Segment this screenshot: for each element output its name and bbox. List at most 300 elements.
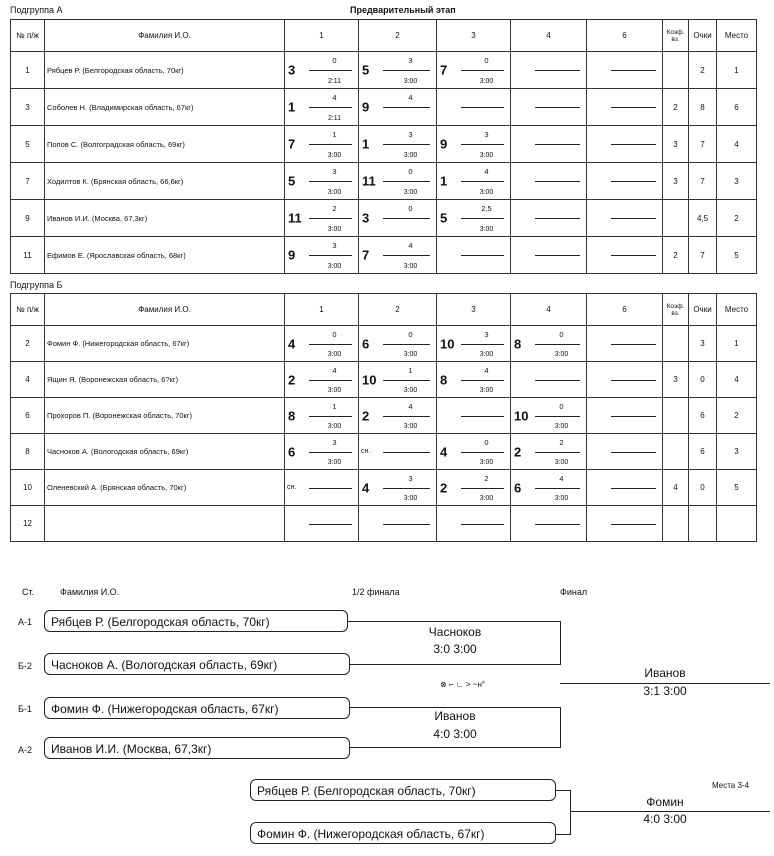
place-cell: 1 xyxy=(717,326,757,362)
score-line xyxy=(611,380,656,381)
athlete-name: Часноков А. (Вологодская область, 69кг) xyxy=(45,434,285,470)
points-cell: 2 xyxy=(689,52,717,89)
score-line xyxy=(611,255,656,256)
match-cell-1 xyxy=(285,163,359,200)
header-c2: 2 xyxy=(359,294,437,326)
match-time: 3:00 xyxy=(403,423,418,430)
score-line xyxy=(383,218,430,219)
match-cell-3 xyxy=(437,126,511,163)
score-line xyxy=(461,181,504,182)
score-line xyxy=(309,488,352,489)
score-line xyxy=(535,255,580,256)
match-score: 1 xyxy=(408,366,413,375)
opponent-number: 4 xyxy=(288,336,296,351)
match-score: 4 xyxy=(332,366,337,375)
match-cell-inner xyxy=(511,326,586,361)
match-time: 3:00 xyxy=(327,387,342,394)
third-entrant-1: Рябцев Р. (Белгородская область, 70кг) xyxy=(250,779,556,801)
opponent-number: 2 xyxy=(362,408,370,423)
match-cell-inner xyxy=(285,52,358,88)
match-score: 2 xyxy=(484,474,489,483)
row-number: 5 xyxy=(11,126,45,163)
col-seed-label: Ст. xyxy=(22,587,35,597)
match-score: 0 xyxy=(559,330,564,339)
match-score: 3 xyxy=(408,56,413,65)
match-cell-inner xyxy=(285,434,358,469)
match-score: 4 xyxy=(332,93,337,102)
match-cell-inner xyxy=(587,52,662,88)
match-time: 3:00 xyxy=(403,189,418,196)
match-cell-5 xyxy=(587,326,663,362)
semi2-score: 4:0 3:00 xyxy=(433,727,477,741)
athlete-name: Соболев Н. (Владимирская область, 67кг) xyxy=(45,89,285,126)
coef-cell: 3 xyxy=(663,362,689,398)
opponent-number: 6 xyxy=(288,444,296,459)
row-number: 7 xyxy=(11,163,45,200)
match-score: 2,5 xyxy=(481,204,492,213)
score-line xyxy=(383,344,430,345)
place-cell xyxy=(717,506,757,542)
match-cell-inner xyxy=(511,126,586,162)
place-cell: 4 xyxy=(717,362,757,398)
match-cell-2 xyxy=(359,506,437,542)
score-line xyxy=(309,416,352,417)
match-cell-3 xyxy=(437,237,511,274)
header-place: Место xyxy=(717,294,757,326)
row-number: 10 xyxy=(11,470,45,506)
coef-cell: 2 xyxy=(663,89,689,126)
match-cell-inner xyxy=(437,200,510,236)
match-cell-3 xyxy=(437,434,511,470)
match-cell-inner xyxy=(359,200,436,236)
seed-b1: Б-1 xyxy=(18,704,32,714)
match-score: 1 xyxy=(332,402,337,411)
match-score: 3 xyxy=(332,167,337,176)
match-time: 3:00 xyxy=(327,351,342,358)
coef-cell xyxy=(663,434,689,470)
match-cell-3 xyxy=(437,506,511,542)
header-name: Фамилия И.О. xyxy=(45,20,285,52)
semi1-score: 3:0 3:00 xyxy=(433,642,477,656)
match-time: 3:00 xyxy=(327,152,342,159)
match-cell-inner xyxy=(359,326,436,361)
match-cell-inner xyxy=(437,470,510,505)
points-cell: 0 xyxy=(689,470,717,506)
match-cell-4 xyxy=(511,52,587,89)
match-cell-inner xyxy=(587,163,662,199)
opponent-number: 9 xyxy=(288,247,296,263)
score-line xyxy=(309,144,352,145)
match-time: 3:00 xyxy=(327,226,342,233)
final-winner: Иванов xyxy=(644,666,686,680)
match-cell-4 xyxy=(511,126,587,163)
table-row xyxy=(11,237,757,274)
match-time: 3:00 xyxy=(403,78,418,85)
match-time: 3:00 xyxy=(327,189,342,196)
match-cell-4 xyxy=(511,434,587,470)
match-cell-2 xyxy=(359,163,437,200)
opponent-number: 5 xyxy=(440,210,448,226)
match-cell-4 xyxy=(511,326,587,362)
group-b-header-row xyxy=(11,294,757,326)
place-cell: 3 xyxy=(717,163,757,200)
opponent-number: 9 xyxy=(440,136,448,152)
score-line xyxy=(461,488,504,489)
score-line xyxy=(535,107,580,108)
match-cell-inner xyxy=(511,163,586,199)
match-score: 3 xyxy=(484,330,489,339)
semi2-connector-bottom xyxy=(350,747,560,748)
place-cell: 5 xyxy=(717,237,757,274)
match-score: 4 xyxy=(559,474,564,483)
match-cell-inner xyxy=(285,237,358,273)
match-cell-5 xyxy=(587,506,663,542)
athlete-name: Оленевский А. (Брянская область, 70кг) xyxy=(45,470,285,506)
match-cell-1 xyxy=(285,126,359,163)
coef-cell: 3 xyxy=(663,126,689,163)
match-cell-4 xyxy=(511,89,587,126)
table-row xyxy=(11,506,757,542)
group-a-table xyxy=(10,19,757,274)
match-time: 3:00 xyxy=(479,351,494,358)
match-cell-inner xyxy=(285,163,358,199)
opponent-number: 1 xyxy=(362,136,370,152)
match-cell-inner xyxy=(437,506,510,541)
col-final-label: Финал xyxy=(560,587,588,597)
match-cell-inner xyxy=(587,326,662,361)
header-place: Место xyxy=(717,20,757,52)
match-score: 3 xyxy=(332,438,337,447)
points-cell: 7 xyxy=(689,237,717,274)
match-cell-1 xyxy=(285,89,359,126)
score-line xyxy=(309,218,352,219)
table-row xyxy=(11,434,757,470)
match-cell-inner xyxy=(437,326,510,361)
athlete-name: Прохоров П. (Воронежская область, 70кг) xyxy=(45,398,285,434)
opponent-number: 2 xyxy=(288,372,296,387)
header-c4: 4 xyxy=(511,294,587,326)
third-entrant-2: Фомин Ф. (Нижегородская область, 67кг) xyxy=(250,822,556,844)
match-time: 3:00 xyxy=(479,78,494,85)
entrant-box-b2: Часноков А. (Вологодская область, 69кг) xyxy=(44,653,350,675)
table-row xyxy=(11,52,757,89)
match-cell-inner xyxy=(511,434,586,469)
score-line xyxy=(461,107,504,108)
match-cell-inner xyxy=(587,362,662,397)
entrant-box-b1: Фомин Ф. (Нижегородская область, 67кг) xyxy=(44,697,350,719)
score-line xyxy=(461,416,504,417)
score-line xyxy=(309,107,352,108)
match-time: 3:00 xyxy=(554,423,569,430)
match-score: 0 xyxy=(484,56,489,65)
match-time: 2:11 xyxy=(327,78,342,85)
match-cell-inner xyxy=(511,89,586,125)
header-c1: 1 xyxy=(285,20,359,52)
points-cell: 7 xyxy=(689,126,717,163)
score-line xyxy=(383,70,430,71)
score-line xyxy=(309,344,352,345)
opponent-number: 5 xyxy=(288,173,296,189)
match-cell-5 xyxy=(587,163,663,200)
points-cell: 0 xyxy=(689,362,717,398)
match-cell-5 xyxy=(587,89,663,126)
header-c3: 3 xyxy=(437,20,511,52)
score-line xyxy=(535,488,580,489)
place-cell: 6 xyxy=(717,89,757,126)
score-line xyxy=(611,524,656,525)
athlete-name: Ящин Я. (Воронежская область, 6?кг) xyxy=(45,362,285,398)
row-number: 2 xyxy=(11,326,45,362)
score-line xyxy=(309,380,352,381)
match-cell-inner xyxy=(359,52,436,88)
header-coef: Коэф. вз. xyxy=(663,20,689,52)
opponent-number: 6 xyxy=(362,336,370,351)
match-time: 3:00 xyxy=(403,495,418,502)
coef-cell xyxy=(663,52,689,89)
match-time: 3:00 xyxy=(479,459,494,466)
match-cell-inner xyxy=(587,434,662,469)
match-cell-3 xyxy=(437,470,511,506)
opponent-number: 10 xyxy=(440,336,455,351)
match-cell-inner xyxy=(587,89,662,125)
coef-cell: 4 xyxy=(663,470,689,506)
place-cell: 3 xyxy=(717,434,757,470)
points-cell: 4,5 xyxy=(689,200,717,237)
points-cell: 7 xyxy=(689,163,717,200)
score-line xyxy=(535,70,580,71)
match-score: 4 xyxy=(484,366,489,375)
match-cell-4 xyxy=(511,506,587,542)
match-cell-4 xyxy=(511,362,587,398)
match-cell-inner xyxy=(511,237,586,273)
row-number: 12 xyxy=(11,506,45,542)
match-cell-inner xyxy=(285,506,358,541)
match-cell-4 xyxy=(511,200,587,237)
match-cell-4 xyxy=(511,163,587,200)
match-cell-inner xyxy=(587,237,662,273)
opponent-number: 8 xyxy=(288,408,296,423)
table-row xyxy=(11,470,757,506)
match-cell-5 xyxy=(587,362,663,398)
opponent-number: 5 xyxy=(362,62,370,78)
athlete-name: Фомин Ф. (Нижегородская область, 67кг) xyxy=(45,326,285,362)
match-score: 0 xyxy=(408,167,413,176)
opponent-number: 7 xyxy=(288,136,296,152)
score-line xyxy=(309,452,352,453)
match-cell-3 xyxy=(437,163,511,200)
opponent-number: 10 xyxy=(514,408,529,423)
score-line xyxy=(611,344,656,345)
score-line xyxy=(383,144,430,145)
match-time: 3:00 xyxy=(479,387,494,394)
match-cell-inner xyxy=(437,434,510,469)
match-cell-inner xyxy=(359,163,436,199)
row-number: 1 xyxy=(11,52,45,89)
group-a-header-row xyxy=(11,20,757,52)
match-cell-2 xyxy=(359,434,437,470)
score-line xyxy=(383,107,430,108)
opponent-number: 9 xyxy=(362,99,370,115)
place-cell: 1 xyxy=(717,52,757,89)
match-cell-inner xyxy=(285,89,358,125)
table-row xyxy=(11,398,757,434)
match-score: 0 xyxy=(332,330,337,339)
match-score: 0 xyxy=(332,56,337,65)
match-score: 3 xyxy=(484,130,489,139)
header-c3: 3 xyxy=(437,294,511,326)
match-cell-1 xyxy=(285,200,359,237)
match-score: 4 xyxy=(408,241,413,250)
bracket-note: ⊗ ⌐ ∟ > ~н° xyxy=(440,680,486,689)
match-time: 3:00 xyxy=(479,495,494,502)
match-cell-inner xyxy=(285,126,358,162)
match-cell-inner xyxy=(437,398,510,433)
score-line xyxy=(461,452,504,453)
match-cell-2 xyxy=(359,52,437,89)
opponent-number: 2 xyxy=(440,480,448,495)
opponent-number: 4 xyxy=(440,444,448,459)
athlete-name xyxy=(45,506,285,542)
match-time: 3:00 xyxy=(403,387,418,394)
opponent-number: 6 xyxy=(514,480,522,495)
opponent-number: 3 xyxy=(288,62,296,78)
match-time: 3:00 xyxy=(479,189,494,196)
match-cell-inner xyxy=(437,126,510,162)
match-cell-3 xyxy=(437,89,511,126)
score-line xyxy=(383,524,430,525)
match-cell-inner xyxy=(587,398,662,433)
table-row xyxy=(11,362,757,398)
score-line xyxy=(309,524,352,525)
score-line xyxy=(383,488,430,489)
coef-cell xyxy=(663,398,689,434)
match-score: 3 xyxy=(332,241,337,250)
match-cell-inner xyxy=(359,506,436,541)
score-line xyxy=(611,218,656,219)
skip-mark: сн. xyxy=(361,447,371,455)
score-line xyxy=(383,380,430,381)
table-row xyxy=(11,163,757,200)
match-time: 3:00 xyxy=(554,495,569,502)
score-line xyxy=(535,218,580,219)
match-time: 2:11 xyxy=(327,115,342,122)
opponent-number: 4 xyxy=(362,480,370,495)
match-cell-inner xyxy=(359,398,436,433)
row-number: 3 xyxy=(11,89,45,126)
match-score: 0 xyxy=(408,204,413,213)
score-line xyxy=(535,452,580,453)
match-score: 4 xyxy=(408,93,413,102)
athlete-name: Попов С. (Волгоградская область, 69кг) xyxy=(45,126,285,163)
match-cell-1 xyxy=(285,326,359,362)
match-cell-1 xyxy=(285,434,359,470)
match-cell-5 xyxy=(587,200,663,237)
col-semi-label: 1/2 финала xyxy=(352,587,400,597)
semi2-winner: Иванов xyxy=(434,709,476,723)
third-connector xyxy=(556,790,571,835)
match-cell-inner xyxy=(511,362,586,397)
match-cell-2 xyxy=(359,126,437,163)
athlete-name: Иванов И.И. (Москва, 67,3кг) xyxy=(45,200,285,237)
athlete-name: Ефимов Е. (Ярославская область, 68кг) xyxy=(45,237,285,274)
row-number: 8 xyxy=(11,434,45,470)
match-cell-4 xyxy=(511,237,587,274)
match-score: 2 xyxy=(559,438,564,447)
coef-cell: 3 xyxy=(663,163,689,200)
match-cell-inner xyxy=(359,434,436,469)
match-cell-3 xyxy=(437,326,511,362)
row-number: 6 xyxy=(11,398,45,434)
match-score: 0 xyxy=(484,438,489,447)
athlete-name: Ходилтов К. (Брянская область, 66,6кг) xyxy=(45,163,285,200)
group-a-title: Подгруппа А xyxy=(10,5,63,15)
match-cell-1 xyxy=(285,470,359,506)
header-c4: 4 xyxy=(511,20,587,52)
match-cell-inner xyxy=(587,506,662,541)
match-score: 1 xyxy=(332,130,337,139)
table-row xyxy=(11,89,757,126)
match-cell-inner xyxy=(359,470,436,505)
match-time: 3:00 xyxy=(403,351,418,358)
match-cell-1 xyxy=(285,398,359,434)
coef-cell xyxy=(663,506,689,542)
match-score: 2 xyxy=(332,204,337,213)
stage-title: Предварительный этап xyxy=(350,5,456,15)
match-cell-inner xyxy=(587,200,662,236)
match-cell-inner xyxy=(437,237,510,273)
match-cell-inner xyxy=(437,163,510,199)
match-score: 3 xyxy=(408,474,413,483)
col-name-label: Фамилия И.О. xyxy=(60,587,120,597)
header-c2: 2 xyxy=(359,20,437,52)
match-cell-3 xyxy=(437,362,511,398)
score-line xyxy=(611,488,656,489)
seed-a2: А-2 xyxy=(18,745,33,755)
match-cell-1 xyxy=(285,506,359,542)
match-score: 3 xyxy=(408,130,413,139)
score-line xyxy=(461,70,504,71)
match-cell-inner xyxy=(359,89,436,125)
semi1-winner: Часноков xyxy=(428,625,482,639)
opponent-number: 3 xyxy=(362,210,370,226)
score-line xyxy=(535,380,580,381)
opponent-number: 1 xyxy=(288,99,296,115)
match-time: 3:00 xyxy=(403,152,418,159)
match-score: 4 xyxy=(484,167,489,176)
match-cell-2 xyxy=(359,326,437,362)
match-time: 3:00 xyxy=(403,263,418,270)
header-c5: 6 xyxy=(587,20,663,52)
match-cell-inner xyxy=(587,126,662,162)
match-time: 3:00 xyxy=(479,226,494,233)
score-line xyxy=(611,416,656,417)
match-score: 4 xyxy=(408,402,413,411)
opponent-number: 11 xyxy=(362,173,376,189)
score-line xyxy=(461,344,504,345)
final-score: 3:1 3:00 xyxy=(643,684,687,698)
match-time: 3:00 xyxy=(554,459,569,466)
match-cell-3 xyxy=(437,200,511,237)
table-row xyxy=(11,200,757,237)
coef-cell xyxy=(663,200,689,237)
match-cell-inner xyxy=(511,398,586,433)
score-line xyxy=(461,380,504,381)
match-time: 3:00 xyxy=(327,263,342,270)
header-no: № п/ж xyxy=(11,294,45,326)
third-score: 4:0 3:00 xyxy=(643,812,687,826)
match-score: 0 xyxy=(559,402,564,411)
row-number: 4 xyxy=(11,362,45,398)
